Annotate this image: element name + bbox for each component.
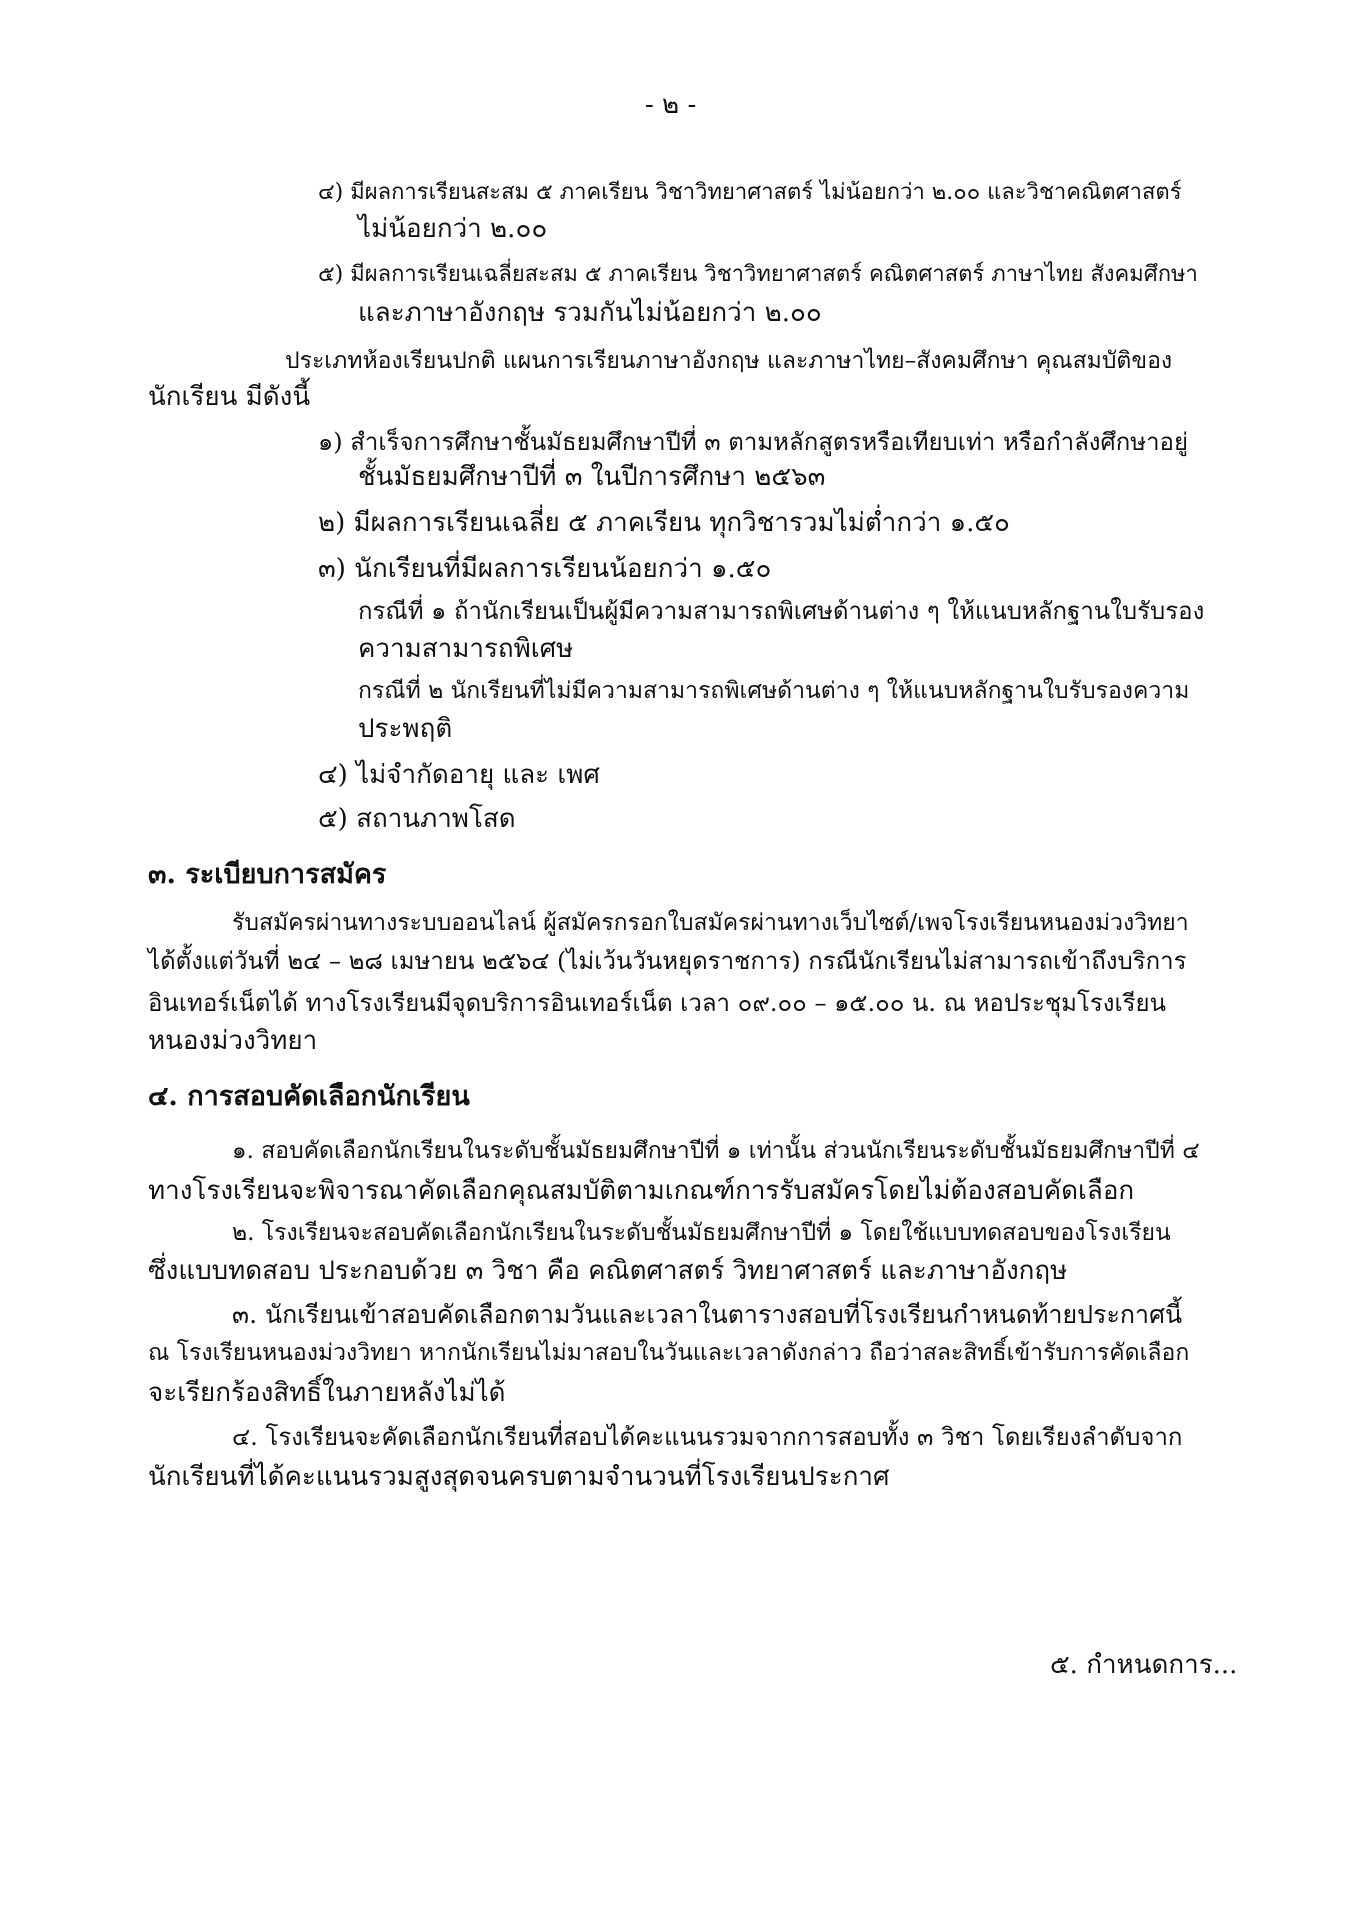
paragraph-line: ๒. โรงเรียนจะสอบคัดเลือกนักเรียนในระดับชั้นมัธยมศึกษาปีที่ ๑ โดยใช้แบบทดสอบของโรงเรียน <box>232 1220 1171 1246</box>
paragraph-line: ชั้นมัธยมศึกษาปีที่ ๓ ในปีการศึกษา ๒๕๖๓ <box>358 462 826 492</box>
paragraph-line: ๔. โรงเรียนจะคัดเลือกนักเรียนที่สอบได้คะแนนรวมจากการสอบทั้ง ๓ วิชา โดยเรียงลำดับจาก <box>232 1423 1183 1451</box>
paragraph-line: ๔) มีผลการเรียนสะสม ๕ ภาคเรียน วิชาวิทยาศาสตร์ ไม่น้อยกว่า ๒.๐๐ และวิชาคณิตศาสตร์ <box>318 180 1182 205</box>
paragraph-line: กรณีที่ ๒ นักเรียนที่ไม่มีความสามารถพิเศษด้านต่าง ๆ ให้แนบหลักฐานใบรับรองความ <box>358 678 1190 704</box>
paragraph-line: รับสมัครผ่านทางระบบออนไลน์ ผู้สมัครกรอกใบสมัครผ่านทางเว็บไซต์/เพจโรงเรียนหนองม่วงวิทยา <box>232 910 1189 936</box>
paragraph-line: กรณีที่ ๑ ถ้านักเรียนเป็นผู้มีความสามารถพิเศษด้านต่าง ๆ ให้แนบหลักฐานใบรับรอง <box>358 597 1205 625</box>
paragraph-line: นักเรียนที่ได้คะแนนรวมสูงสุดจนครบตามจำนวนที่โรงเรียนประกาศ <box>148 1462 890 1492</box>
paragraph-line: ณ โรงเรียนหนองม่วงวิทยา หากนักเรียนไม่มาสอบในวันและเวลาดังกล่าว ถือว่าสละสิทธิ์เข้ารับการคัดเลือก <box>148 1340 1190 1366</box>
paragraph-line: ทางโรงเรียนจะพิจารณาคัดเลือกคุณสมบัติตามเกณฑ์การรับสมัครโดยไม่ต้องสอบคัดเลือก <box>148 1176 1135 1206</box>
paragraph-line: และภาษาอังกฤษ รวมกันไม่น้อยกว่า ๒.๐๐ <box>358 298 822 328</box>
paragraph-line: ซึ่งแบบทดสอบ ประกอบด้วย ๓ วิชา คือ คณิตศาสตร์ วิทยาศาสตร์ และภาษาอังกฤษ <box>148 1256 1068 1286</box>
paragraph-line: หนองม่วงวิทยา <box>148 1026 318 1056</box>
paragraph-line: ได้ตั้งแต่วันที่ ๒๔ – ๒๘ เมษายน ๒๕๖๔ (ไม่เว้นวันหยุดราชการ) กรณีนักเรียนไม่สามารถเข้าถึงบริการ <box>148 947 1187 975</box>
section-heading: ๓. ระเบียบการสมัคร <box>148 859 387 890</box>
section-heading: ๔. การสอบคัดเลือกนักเรียน <box>148 1081 470 1112</box>
paragraph-line: ความสามารถพิเศษ <box>358 634 574 664</box>
continuation-footer: ๕. กำหนดการ... <box>1050 1650 1238 1680</box>
paragraph-line: ประพฤติ <box>358 714 453 744</box>
paragraph-line: ๕) สถานภาพโสด <box>318 804 516 834</box>
paragraph-line: จะเรียกร้องสิทธิ์ในภายหลังไม่ได้ <box>148 1378 506 1408</box>
paragraph-line: ๑) สำเร็จการศึกษาชั้นมัธยมศึกษาปีที่ ๓ ตามหลักสูตรหรือเทียบเท่า หรือกำลังศึกษาอยู่ <box>318 428 1189 456</box>
paragraph-line: ๑. สอบคัดเลือกนักเรียนในระดับชั้นมัธยมศึกษาปีที่ ๑ เท่านั้น ส่วนนักเรียนระดับชั้นมัธยมศึกษาปีที่ ๔ <box>232 1138 1200 1164</box>
paragraph-line: ๔) ไม่จำกัดอายุ และ เพศ <box>318 760 600 790</box>
paragraph-line: ๓) นักเรียนที่มีผลการเรียนน้อยกว่า ๑.๕๐ <box>318 554 772 584</box>
paragraph-line: ๕) มีผลการเรียนเฉลี่ยสะสม ๕ ภาคเรียน วิชาวิทยาศาสตร์ คณิตศาสตร์ ภาษาไทย สังคมศึกษา <box>318 262 1198 287</box>
paragraph-line: ไม่น้อยกว่า ๒.๐๐ <box>358 214 548 244</box>
paragraph-line: นักเรียน มีดังนี้ <box>148 382 311 412</box>
page-number: - ๒ - <box>645 90 697 120</box>
paragraph-line: ประเภทห้องเรียนปกติ แผนการเรียนภาษาอังกฤษ และภาษาไทย–สังคมศึกษา คุณสมบัติของ <box>285 348 1173 374</box>
paragraph-line: ๓. นักเรียนเข้าสอบคัดเลือกตามวันและเวลาในตารางสอบที่โรงเรียนกำหนดท้ายประกาศนี้ <box>232 1300 1183 1329</box>
paragraph-line: ๒) มีผลการเรียนเฉลี่ย ๕ ภาคเรียน ทุกวิชารวมไม่ต่ำกว่า ๑.๕๐ <box>318 508 1010 538</box>
paragraph-line: อินเทอร์เน็ตได้ ทางโรงเรียนมีจุดบริการอินเทอร์เน็ต เวลา ๐๙.๐๐ – ๑๕.๐๐ น. ณ หอประชุมโรงเรียน <box>148 989 1167 1017</box>
